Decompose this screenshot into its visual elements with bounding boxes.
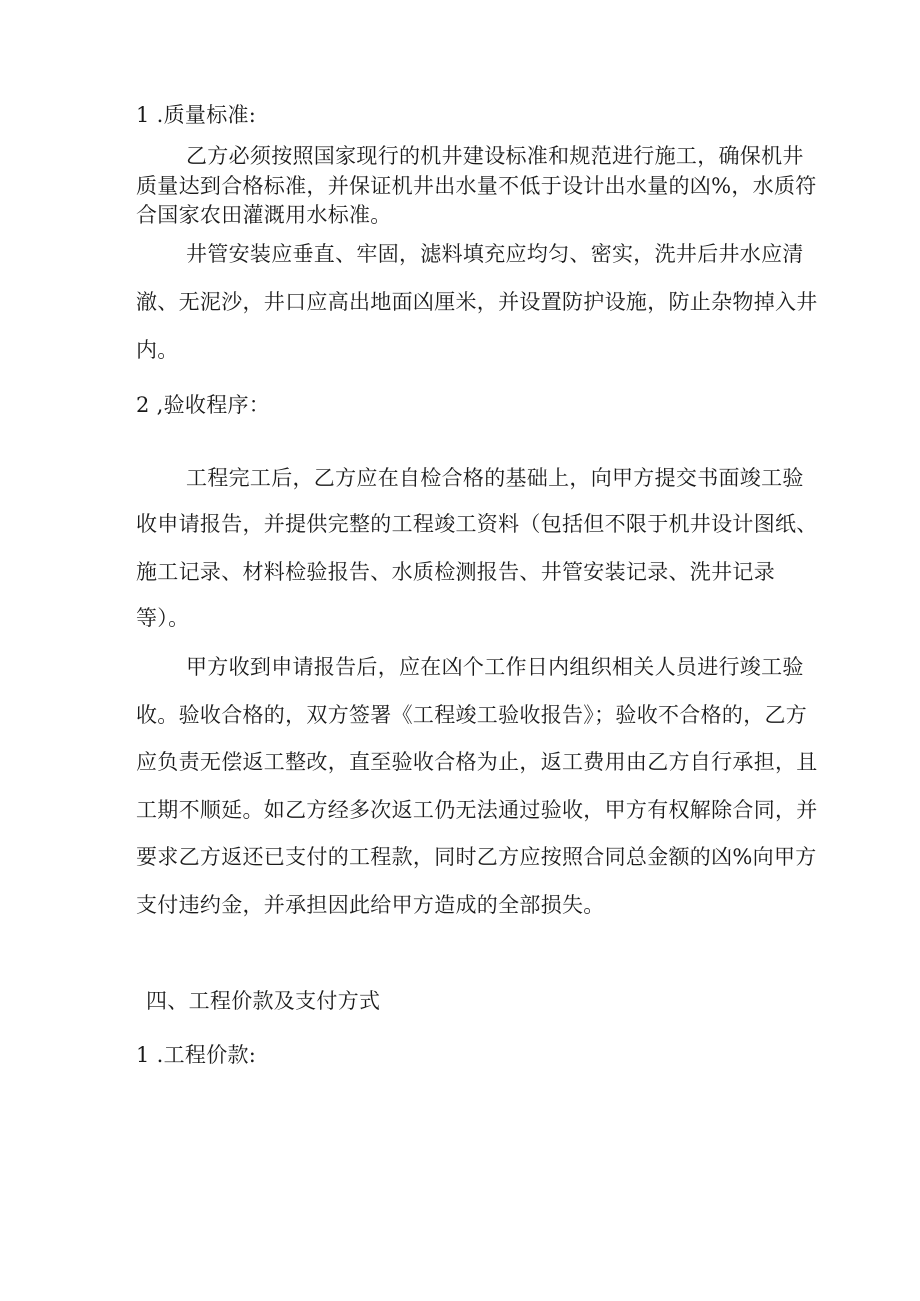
- paragraph-line: 等）。: [136, 606, 190, 630]
- paragraph-line: 乙方必须按照国家现行的机井建设标准和规范进行施工，确保机井: [186, 144, 804, 168]
- paragraph-line: 应负责无偿返工整改，直至验收合格为止，返工费用由乙方自行承担，且: [136, 750, 818, 774]
- section-heading-quality-standard: 1 .质量标准:: [136, 103, 257, 127]
- paragraph-line: 要求乙方返还已支付的工程款，同时乙方应按照合同总金额的凶%向甲方: [136, 845, 817, 869]
- paragraph-line: 井管安装应垂直、牢固，滤料填充应均匀、密实，洗井后井水应清: [186, 242, 804, 266]
- paragraph-line: 甲方收到申请报告后，应在凶个工作日内组织相关人员进行竣工验: [186, 655, 804, 679]
- paragraph-line: 工程完工后，乙方应在自检合格的基础上，向甲方提交书面竣工验: [186, 466, 804, 490]
- section-heading-project-price: 1 .工程价款:: [136, 1043, 257, 1067]
- paragraph-line: 支付违约金，并承担因此给甲方造成的全部损失。: [136, 893, 605, 917]
- paragraph-line: 收申请报告，并提供完整的工程竣工资料（包括但不限于机井设计图纸、: [136, 512, 818, 536]
- paragraph-line: 合国家农田灌溉用水标准。: [136, 203, 392, 227]
- paragraph-line: 内。: [136, 338, 179, 362]
- paragraph-line: 收。验收合格的，双方签署《工程竣工验收报告》；验收不合格的，乙方: [136, 703, 808, 727]
- paragraph-line: 施工记录、材料检验报告、水质检测报告、井管安装记录、洗井记录: [136, 560, 775, 584]
- paragraph-line: 工期不顺延。如乙方经多次返工仍无法通过验收，甲方有权解除合同，并: [136, 798, 818, 822]
- section-heading-acceptance-procedure: 2 ,验收程序：: [136, 393, 271, 417]
- paragraph-line: 澈、无泥沙，井口应高出地面凶厘米，并设置防护设施，防止杂物掉入井: [136, 290, 818, 314]
- paragraph-line: 质量达到合格标准，并保证机井出水量不低于设计出水量的凶%，水质符: [136, 174, 817, 198]
- chapter-heading-price-payment: 四、工程价款及支付方式: [146, 989, 381, 1013]
